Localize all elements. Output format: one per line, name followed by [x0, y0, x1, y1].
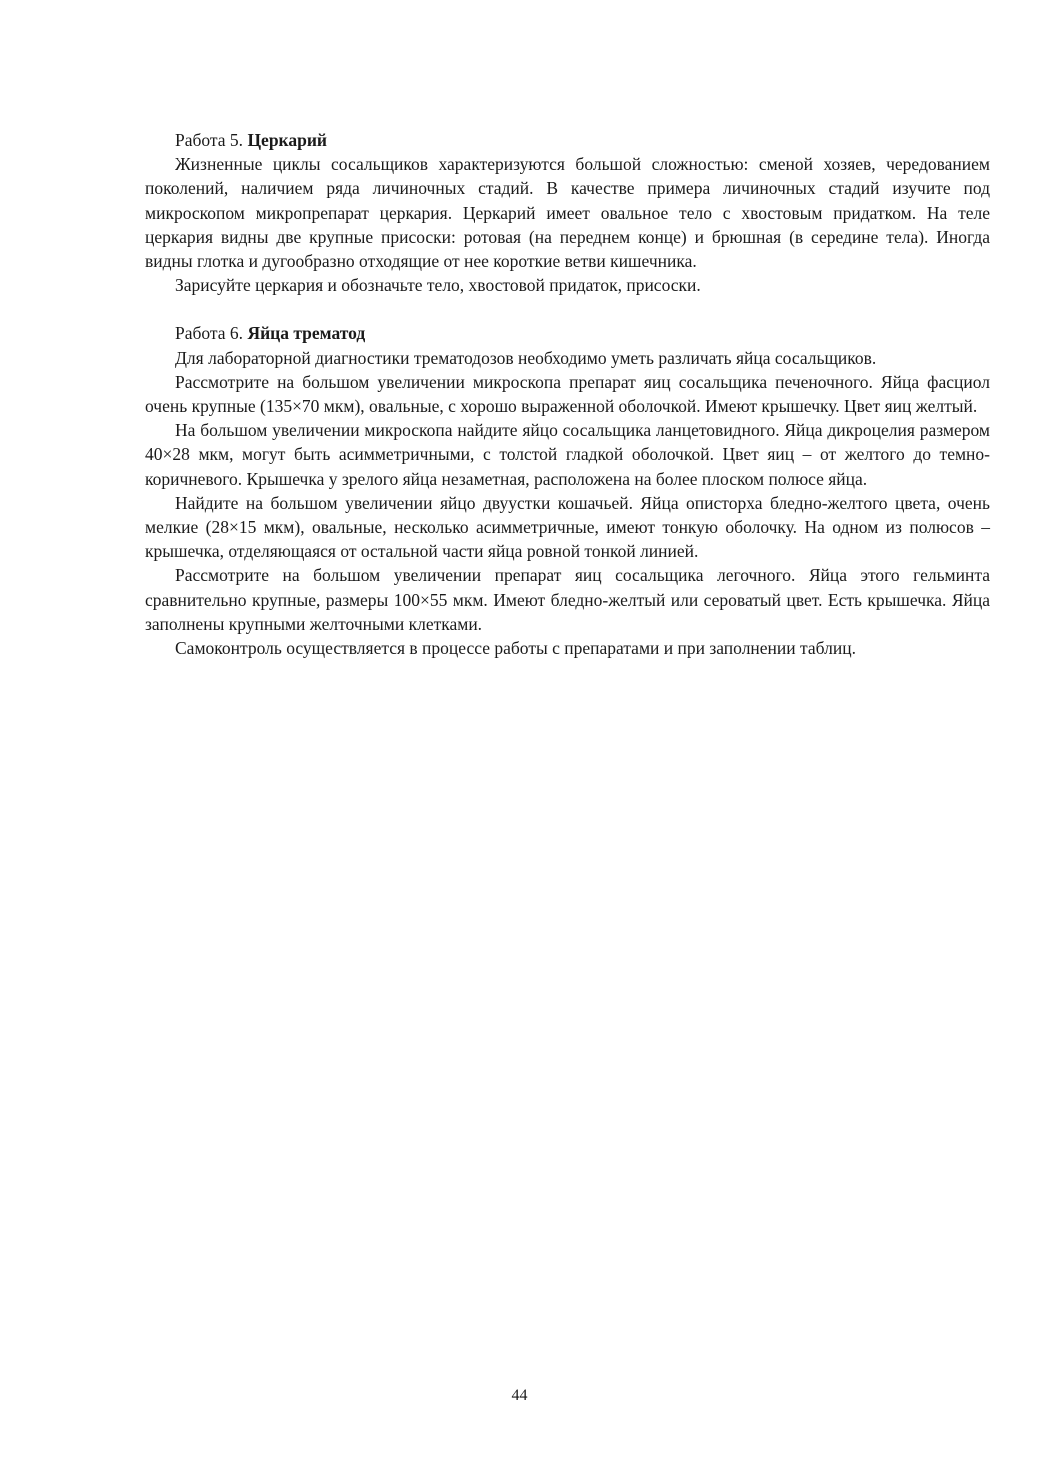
heading-prefix: Работа 6. — [175, 323, 248, 344]
paragraph: Зарисуйте церкария и обозначьте тело, хвостовой придаток, присоски. — [175, 275, 701, 296]
document-page — [145, 128, 990, 660]
paragraph: Для лабораторной диагностики трематодозов необходимо уметь различать яйца сосальщиков. — [175, 347, 877, 368]
heading-prefix: Работа 5. — [175, 130, 248, 150]
section-heading — [145, 128, 990, 152]
heading-title: Яйца трематод — [247, 323, 366, 344]
paragraph: Найдите на большом увеличении яйцо двуустки кошачьей. Яйца описторха бледно-желтого цвета, очень мелкие (28×15 мкм), овальные, несколько асимметричные, имеют тонкую оболочку. На одном из полюсов – крышечка, отделяющаяся от остальной части яйца ровной тонкой линией. — [145, 492, 990, 562]
section-heading — [145, 321, 990, 345]
paragraph: Самоконтроль осуществляется в процессе работы с препаратами и при заполнении таблиц. — [175, 638, 856, 659]
heading-title: Церкарий — [247, 130, 328, 150]
paragraph: На большом увеличении микроскопа найдите яйцо сосальщика ланцетовидного. Яйца дикроцелия размером 40×28 мкм, могут быть асимметричными, с толстой гладкой оболочкой. Цвет яиц – от желтого до темно-коричневого. Крышечка у зрелого яйца незаметная, расположена на более плоском полюсе яйца. — [145, 420, 990, 489]
paragraph: Рассмотрите на большом увеличении препарат яиц сосальщика легочного. Яйца этого гельминта сравнительно крупные, размеры 100×55 мкм. Имеют бледно-желтый или сероватый цвет. Есть крышечка. Яйца заполнены крупными желточными клетками. — [145, 565, 990, 634]
section-cercaria — [145, 128, 990, 297]
paragraph: Рассмотрите на большом увеличении микроскопа препарат яиц сосальщика печеночного. Яйца фасциол очень крупные (135×70 мкм), овальные, с хорошо выраженной оболочкой. Имеют крышечку. Цвет яиц желтый. — [145, 371, 990, 417]
paragraph: Жизненные циклы сосальщиков характеризуются большой сложностью: сменой хозяев, чередованием поколений, наличием ряда личиночных стадий. В качестве примера личиночных стадий изучите под микроскопом микропрепарат церкария. Церкарий имеет овальное тело с хвостовым придатком. На теле церкария видны две крупные присоски: ротовая (на переднем конце) и брюшная (в середине тела). Иногда видны глотка и дугообразно отходящие от нее короткие ветви кишечника. — [145, 154, 990, 272]
page-number: 44 — [511, 1387, 528, 1404]
section-trematode-eggs — [145, 321, 990, 660]
